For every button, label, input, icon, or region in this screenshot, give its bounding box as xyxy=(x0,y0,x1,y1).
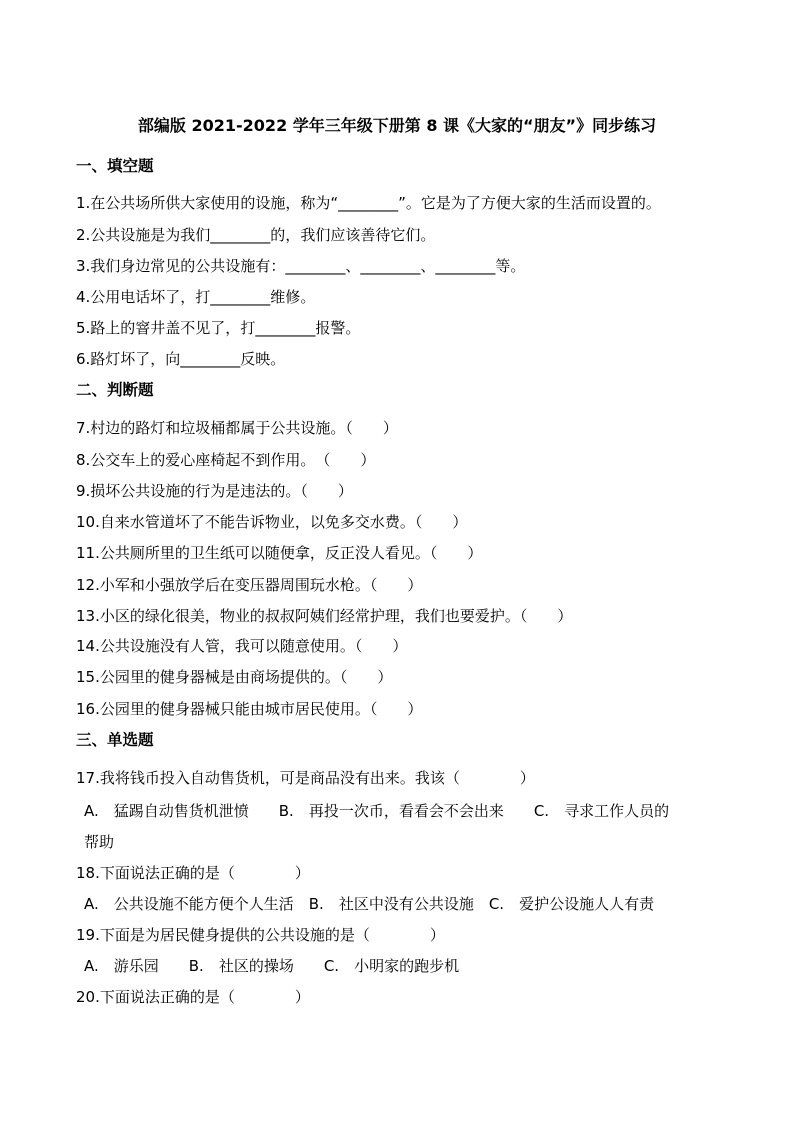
question-19-options: A. 游乐园 B. 社区的操场 C. 小明家的跑步机 xyxy=(84,957,460,975)
question-3: 3.我们身边常见的公共设施有：________、________、________等。 xyxy=(76,257,526,275)
question-18: 18.下面说法正确的是（ ） xyxy=(76,864,310,882)
question-20: 20.下面说法正确的是（ ） xyxy=(76,988,310,1006)
question-16: 16.公园里的健身器械只能由城市居民使用。（ ） xyxy=(76,700,423,718)
question-5: 5.路上的窨井盖不见了，打________报警。 xyxy=(76,319,361,337)
question-4: 4.公用电话坏了，打________维修。 xyxy=(76,288,316,306)
question-13: 13.小区的绿化很美，物业的叔叔阿姨们经常护理，我们也要爱护。（ ） xyxy=(76,607,573,625)
question-2: 2.公共设施是为我们________的，我们应该善待它们。 xyxy=(76,226,436,244)
section-heading-fill: 一、填空题 xyxy=(76,157,154,175)
question-1: 1.在公共场所供大家使用的设施，称为“________”。它是为了方便大家的生活而设置的。 xyxy=(76,194,661,212)
question-8: 8.公交车上的爱心座椅起不到作用。 （ ） xyxy=(76,451,376,469)
question-17-options: A. 猛踢自动售货机泄愤 B. 再投一次币，看看会不会出来 C. 寻求工作人员的 xyxy=(84,802,670,820)
section-heading-judge: 二、判断题 xyxy=(76,381,154,399)
question-11: 11.公共厕所里的卫生纸可以随便拿，反正没人看见。（ ） xyxy=(76,544,483,562)
question-17-options-wrap: 帮助 xyxy=(84,833,115,851)
section-heading-single: 三、单选题 xyxy=(76,731,154,749)
question-19: 19.下面是为居民健身提供的公共设施的是（ ） xyxy=(76,926,445,944)
question-14: 14.公共设施没有人管，我可以随意使用。（ ） xyxy=(76,637,408,655)
question-18-options: A. 公共设施不能方便个人生活 B. 社区中没有公共设施 C. 爱护公设施人人有责 xyxy=(84,895,655,913)
question-6: 6.路灯坏了，向________反映。 xyxy=(76,350,286,368)
page-title: 部编版 2021-2022 学年三年级下册第 8 课《大家的“朋友”》同步练习 xyxy=(137,116,657,135)
question-9: 9.损坏公共设施的行为是违法的。（ ） xyxy=(76,482,353,500)
question-17: 17.我将钱币投入自动售货机，可是商品没有出来。我该（ ） xyxy=(76,769,535,787)
question-12: 12.小军和小强放学后在变压器周围玩水枪。（ ） xyxy=(76,576,423,594)
question-10: 10.自来水管道坏了不能告诉物业，以免多交水费。（ ） xyxy=(76,513,468,531)
question-7: 7.村边的路灯和垃圾桶都属于公共设施。（ ） xyxy=(76,419,398,437)
question-15: 15.公园里的健身器械是由商场提供的。（ ） xyxy=(76,668,393,686)
